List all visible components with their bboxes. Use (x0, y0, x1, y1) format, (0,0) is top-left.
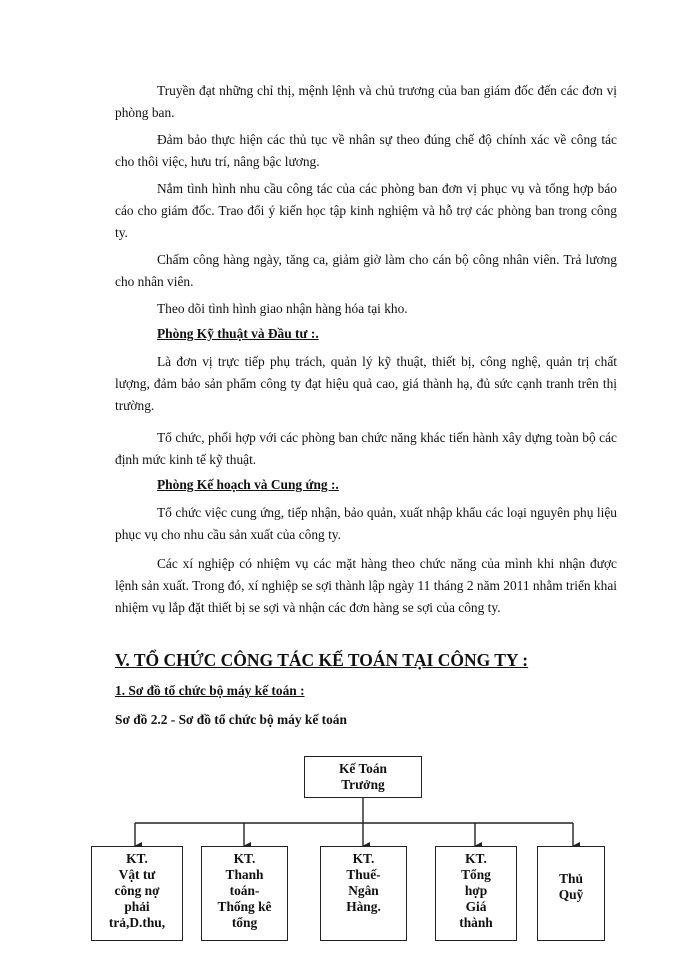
kehoach-paragraph-2: Các xí nghiệp có nhiệm vụ các mặt hàng theo chức năng của mình khi nhận được lệnh sản xuất. Trong đó, xí nghiệp se sợi thành lập ngày 11 tháng 2 năm 2011 nhằm triển khai nhiệm vụ lắp đặt thiết bị se sợi và nhận các đơn hàng se sợi của công ty. (115, 556, 617, 615)
org-box-thu-quy: Thủ Quỹ (537, 846, 605, 941)
section-title: V. TỔ CHỨC CÔNG TÁC KẾ TOÁN TẠI CÔNG TY : (115, 650, 529, 670)
kehoach-paragraph-1: Tổ chức việc cung ứng, tiếp nhận, bảo quản, xuất nhập khẩu các loại nguyên phụ liệu phục vụ cho nhu cầu sản xuất của công ty. (115, 505, 617, 542)
paragraph-1: Truyền đạt những chỉ thị, mệnh lệnh và chủ trương của ban giám đốc đến các đơn vị phòng ban. (115, 83, 617, 120)
org-box-ke-toan-truong: Kế Toán Trưởng (304, 756, 422, 798)
diagram-caption: Sơ đồ 2.2 - Sơ đồ tổ chức bộ máy kế toán (115, 712, 347, 727)
paragraph-3: Nắm tình hình nhu cầu công tác của các phòng ban đơn vị phục vụ và tổng hợp báo cáo cho giám đốc. Trao đổi ý kiến học tập kinh nghiệm và hỗ trợ các phòng ban trong công ty. (115, 181, 617, 240)
org-box-kt-vat-tu: KT. Vật tư công nợ phải trả,D.thu, (91, 846, 183, 941)
heading-phong-ky-thuat: Phòng Kỹ thuật và Đầu tư :. (157, 326, 319, 341)
org-box-kt-thue-ngan-hang: KT. Thuế- Ngân Hàng. (320, 846, 407, 941)
subsection-title: 1. Sơ đồ tổ chức bộ máy kế toán : (115, 683, 305, 698)
kythuat-paragraph-1: Là đơn vị trực tiếp phụ trách, quản lý kỹ thuật, thiết bị, công nghệ, quản trị chất lượng, đảm bảo sản phẩm công ty đạt hiệu quả cao, giá thành hạ, đủ sức cạnh tranh trên thị trường. (115, 354, 617, 413)
paragraph-2: Đảm bảo thực hiện các thủ tục về nhân sự theo đúng chế độ chính xác về công tác cho thôi việc, hưu trí, nâng bậc lương. (115, 132, 617, 169)
paragraph-4: Chấm công hàng ngày, tăng ca, giảm giờ làm cho cán bộ công nhân viên. Trả lương cho nhân viên. (115, 252, 617, 289)
org-box-kt-tong-hop: KT. Tổng hợp Giá thành (435, 846, 517, 941)
paragraph-5: Theo dõi tình hình giao nhận hàng hóa tại kho. (157, 301, 408, 316)
org-box-kt-thanh-toan: KT. Thanh toán- Thống kê tổng (201, 846, 288, 941)
kythuat-paragraph-2: Tổ chức, phối hợp với các phòng ban chức năng khác tiến hành xây dựng toàn bộ các định mức kinh tế kỹ thuật. (115, 430, 617, 467)
heading-phong-ke-hoach: Phòng Kế hoạch và Cung ứng :. (157, 477, 339, 492)
